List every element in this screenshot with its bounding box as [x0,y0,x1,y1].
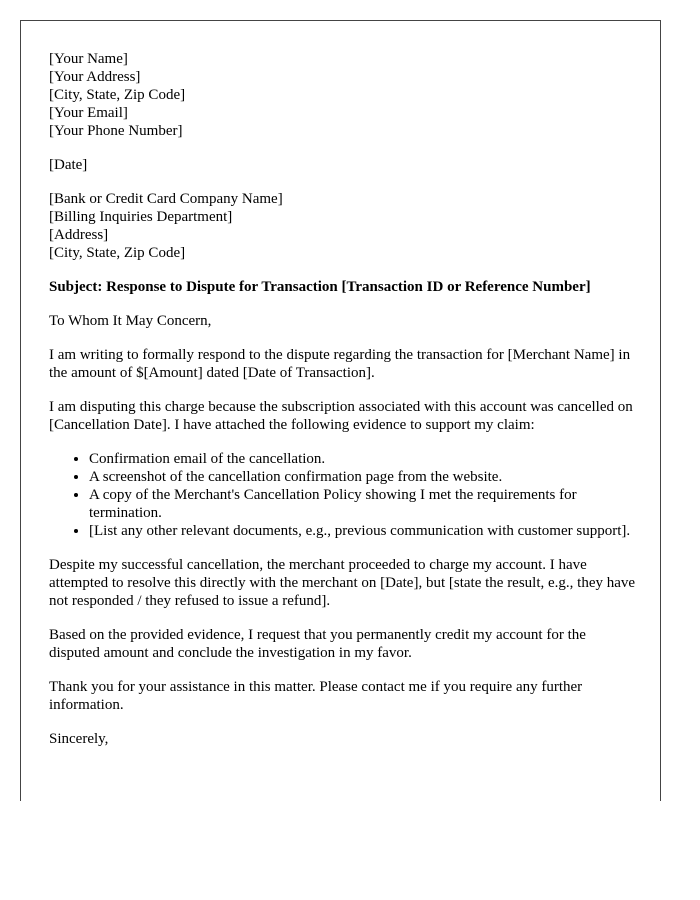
paragraph-followup: Despite my successful cancellation, the merchant proceeded to charge my account. I have attempted to resolve this directly with the merchant on [Date], but [state the result, e.g., they have not responded / they refused to issue a refund]. [49,557,636,609]
paragraph-intro: I am writing to formally respond to the dispute regarding the transaction for [Merchant Name] in the amount of $[Amount] dated [Date of Transaction]. [49,347,631,381]
letter-page [20,20,661,801]
evidence-list [49,450,639,540]
date-block [49,156,639,174]
evidence-item: • A screenshot of the cancellation confirmation page from the website. [89,468,639,486]
salutation: To Whom It May Concern, [49,313,212,329]
recipient-address: [Address] [49,227,109,243]
paragraph-thanks: Thank you for your assistance in this matter. Please contact me if you require any further information. [49,679,583,713]
paragraph-reason: I am disputing this charge because the subscription associated with this account was cancelled on [Cancellation Date]. I have attached the following evidence to support my claim: [49,399,633,433]
letter-content [49,50,639,764]
letter-date: [Date] [49,157,88,173]
sender-phone: [Your Phone Number] [49,123,183,139]
recipient-department: [Billing Inquiries Department] [49,209,233,225]
recipient-city-state-zip: [City, State, Zip Code] [49,245,186,261]
sender-email: [Your Email] [49,105,128,121]
recipient-block [49,190,639,262]
sender-name: [Your Name] [49,51,128,67]
evidence-item: • Confirmation email of the cancellation. [89,450,639,468]
closing: Sincerely, [49,731,109,747]
sender-address: [Your Address] [49,69,141,85]
paragraph-request: Based on the provided evidence, I request that you permanently credit my account for the disputed amount and conclude the investigation in my favor. [49,627,586,661]
sender-block [49,50,639,140]
sender-city-state-zip: [City, State, Zip Code] [49,87,186,103]
recipient-company: [Bank or Credit Card Company Name] [49,191,283,207]
evidence-item: • A copy of the Merchant's Cancellation Policy showing I met the requirements for termination. [89,486,639,522]
evidence-item: • [List any other relevant documents, e.g., previous communication with customer support]. [89,522,639,540]
subject-line: Subject: Response to Dispute for Transaction [Transaction ID or Reference Number] [49,279,591,295]
